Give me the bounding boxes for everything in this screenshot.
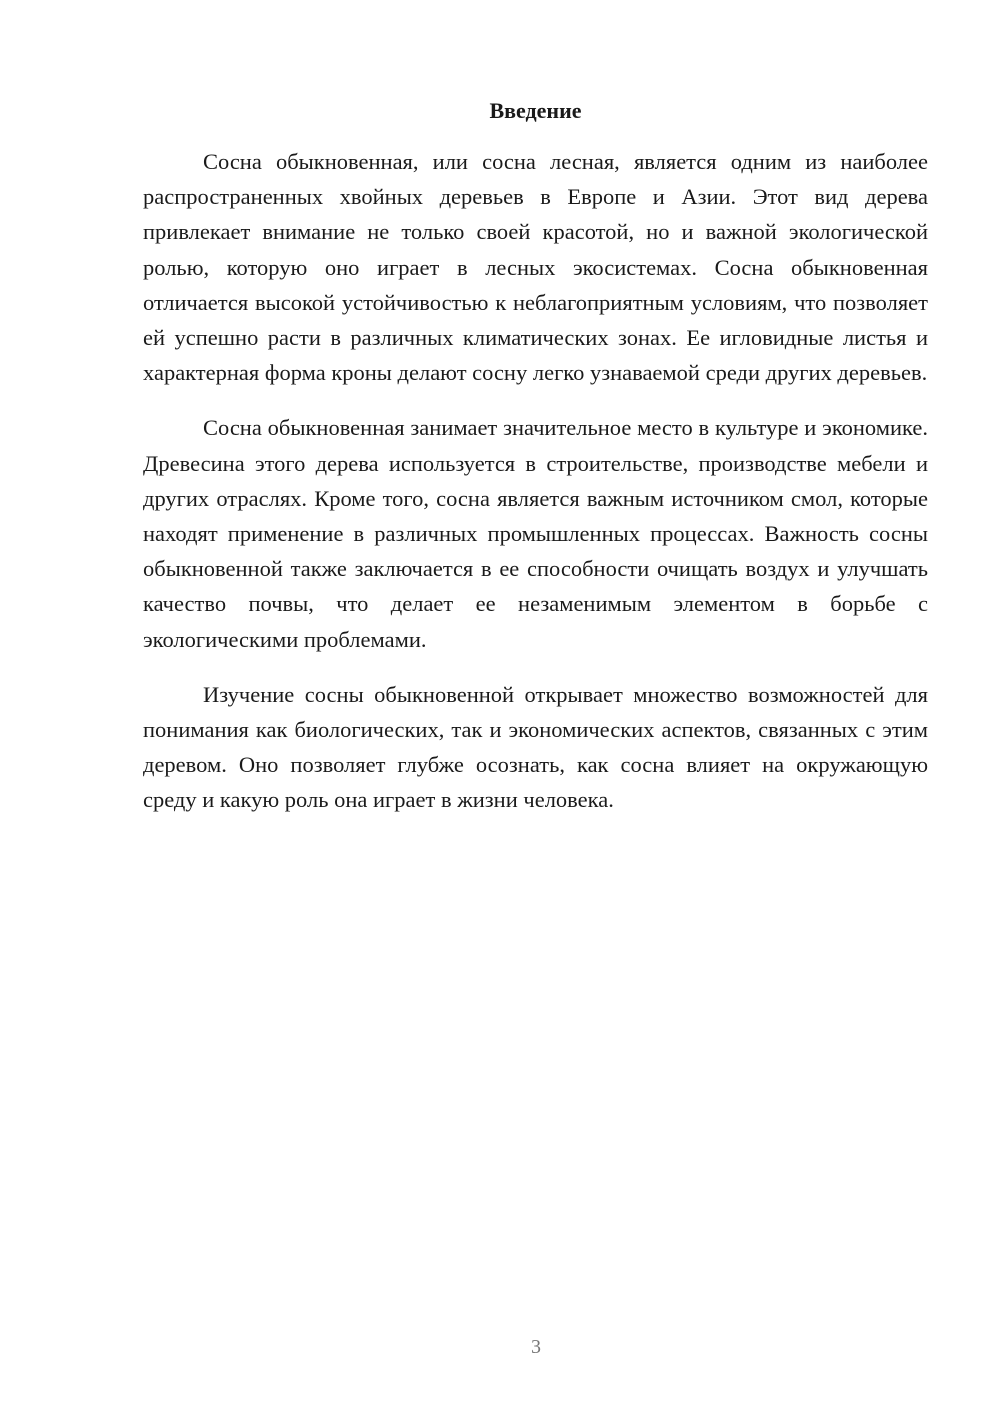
section-heading: Введение [489,98,582,123]
paragraph-1: Сосна обыкновенная, или сосна лесная, является одним из наиболее распространенных хвойных деревьев в Европе и Азии. Этот вид дерева привлекает внимание не только своей красотой, но и важной экологической ролью, которую оно играет в лесных экосистемах. Сосна обыкновенная отличается высокой устойчивостью к неблагоприятным условиям, что позволяет ей успешно расти в различных климатических зонах. Ее игловидные листья и характерная форма кроны делают сосну легко узнаваемой среди других деревьев. [143,149,928,386]
page-number: 3 [531,1336,541,1358]
paragraph-3: Изучение сосны обыкновенной открывает множество возможностей для понимания как биологических, так и экономических аспектов, связанных с этим деревом. Оно позволяет глубже осознать, как сосна влияет на окружающую среду и какую роль она играет в жизни человека. [143,681,928,813]
paragraph-2: Сосна обыкновенная занимает значительное место в культуре и экономике. Древесина этого дерева используется в строительстве, производстве мебели и других отраслях. Кроме того, сосна является важным источником смол, которые находят применение в различных промышленных процессах. Важность сосны обыкновенной также заключается в ее способности очищать воздух и улучшать качество почвы, что делает ее незаменимым элементом в борьбе с экологическими проблемами. [143,415,928,652]
body-text [143,144,928,838]
